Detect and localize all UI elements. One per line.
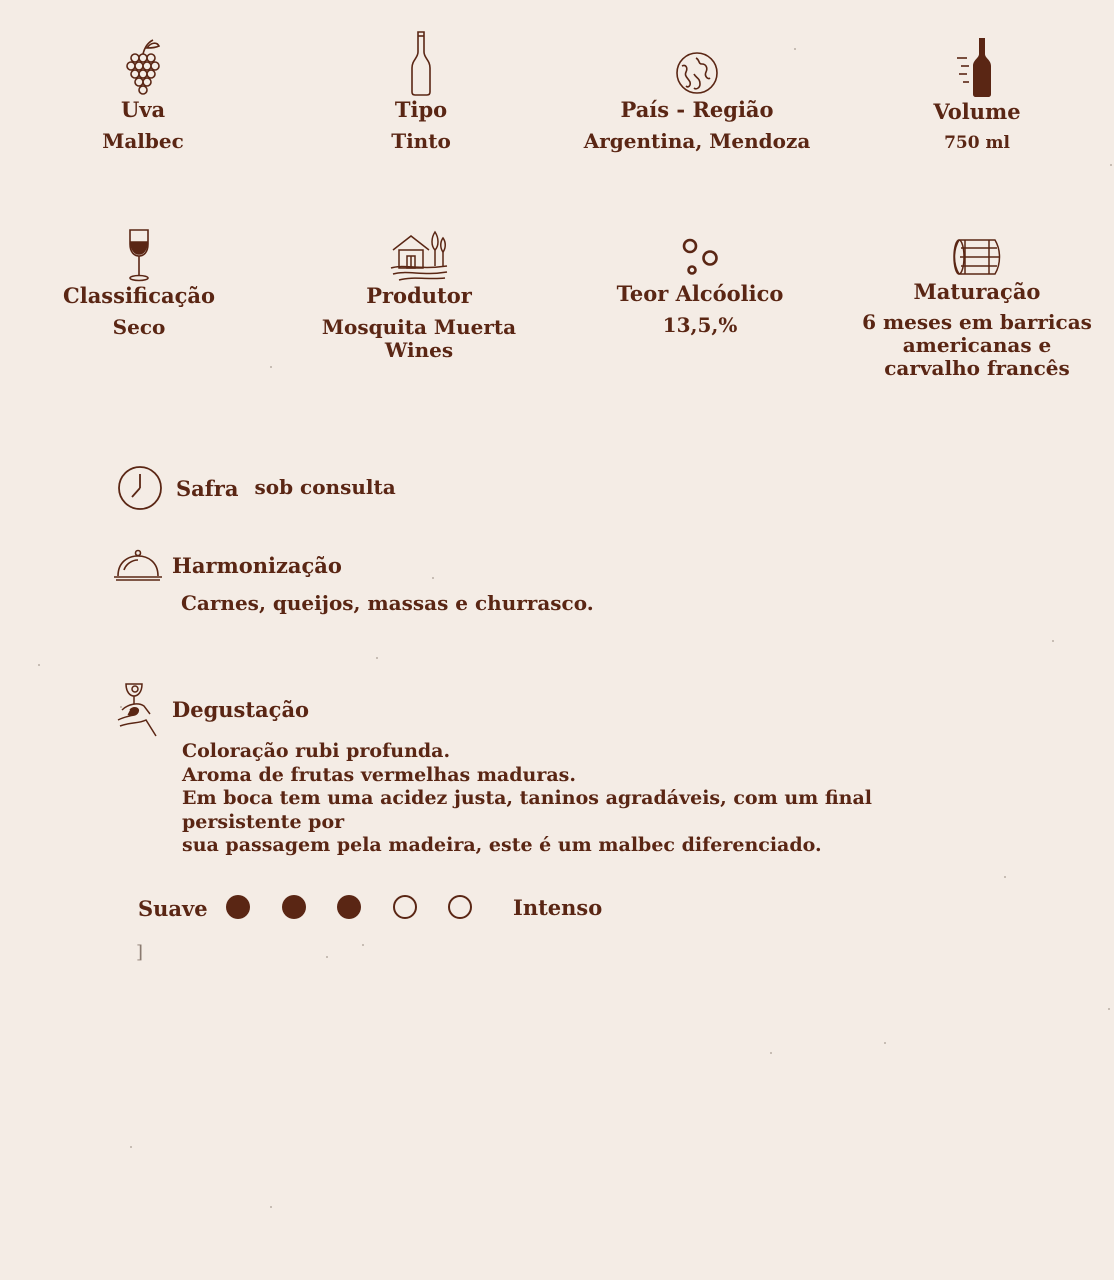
spec-value: Tinto [391,129,451,153]
wine-glass-icon [126,228,152,282]
cloche-icon [112,548,164,582]
paper-speck [1108,1008,1110,1010]
spec-label: País - Região [620,97,774,122]
spec-classification [54,228,224,339]
degustacao-line: Coloração rubi profunda. [182,740,451,762]
bubbles-icon [678,236,722,280]
spec-value: Seco [112,315,166,339]
spec-grape [58,36,228,153]
winery-icon [389,226,449,282]
harmonizacao-text: Carnes, queijos, massas e churrasco. [181,591,594,615]
spec-value: Mosquita Muerta Wines [321,315,517,362]
tasting-hand-icon [116,680,162,738]
grapes-icon [123,36,163,96]
degustacao-text [182,740,996,858]
paper-speck [1004,876,1006,878]
spec-maturation [862,236,1092,380]
spec-volume [892,36,1062,155]
paper-speck [770,1052,772,1054]
paper-speck [38,664,40,666]
degustacao-section [116,680,996,858]
paper-speck [432,577,434,579]
spec-alcohol [610,236,790,337]
degustacao-label: Degustação [172,696,310,722]
paper-speck [130,1146,132,1148]
paper-speck [794,48,796,50]
degustacao-line: Em boca tem uma acidez justa, taninos agradáveis, com um final persistente por [182,787,873,833]
trailing-mark: ] [136,942,144,963]
intensity-dot-filled [282,895,306,919]
intensity-dot-empty [393,895,417,919]
bottle-filled-icon [955,36,999,98]
spec-label: Tipo [394,97,448,122]
spec-label: Classificação [63,283,215,308]
intensity-dot-filled [337,895,361,919]
spec-value: 13,5,% [662,313,738,337]
degustacao-line: sua passagem pela madeira, este é um malbec diferenciado. [182,834,822,856]
degustacao-line: Aroma de frutas vermelhas maduras. [182,763,576,786]
barrel-icon [951,236,1003,278]
paper-speck [884,1042,886,1044]
clock-icon [116,464,164,512]
spec-label: Volume [933,99,1021,124]
harmonizacao-label: Harmonização [172,552,342,578]
spec-value: Argentina, Mendoza [583,129,811,153]
spec-country-region [582,50,812,153]
spec-value: 750 ml [944,133,1010,153]
safra-label: Safra [176,475,239,501]
intensity-max-label: Intenso [513,895,603,920]
paper-speck [1110,164,1112,166]
paper-speck [362,944,364,946]
spec-label: Teor Alcóolico [616,281,784,306]
spec-value: 6 meses em barricas americanas e carvalho francês [862,310,1092,380]
spec-value: Malbec [102,129,184,153]
spec-label: Produtor [366,283,472,308]
paper-speck [1052,640,1054,642]
safra-value: sob consulta [254,475,396,500]
spec-producer [288,226,550,362]
paper-speck [326,956,328,958]
spec-type [336,30,506,153]
spec-label: Uva [120,97,166,122]
paper-speck [270,1206,272,1208]
globe-icon [674,50,720,96]
intensity-dot-empty [448,895,472,919]
intensity-min-label: Suave [138,896,208,921]
paper-speck [120,706,122,708]
paper-speck [376,657,378,659]
paper-speck [270,366,272,368]
bottle-outline-icon [409,30,433,96]
spec-value: Maturação [913,279,1041,304]
harmonizacao-section [112,548,812,616]
intensity-dot-filled [226,895,250,919]
safra-row [116,464,396,512]
